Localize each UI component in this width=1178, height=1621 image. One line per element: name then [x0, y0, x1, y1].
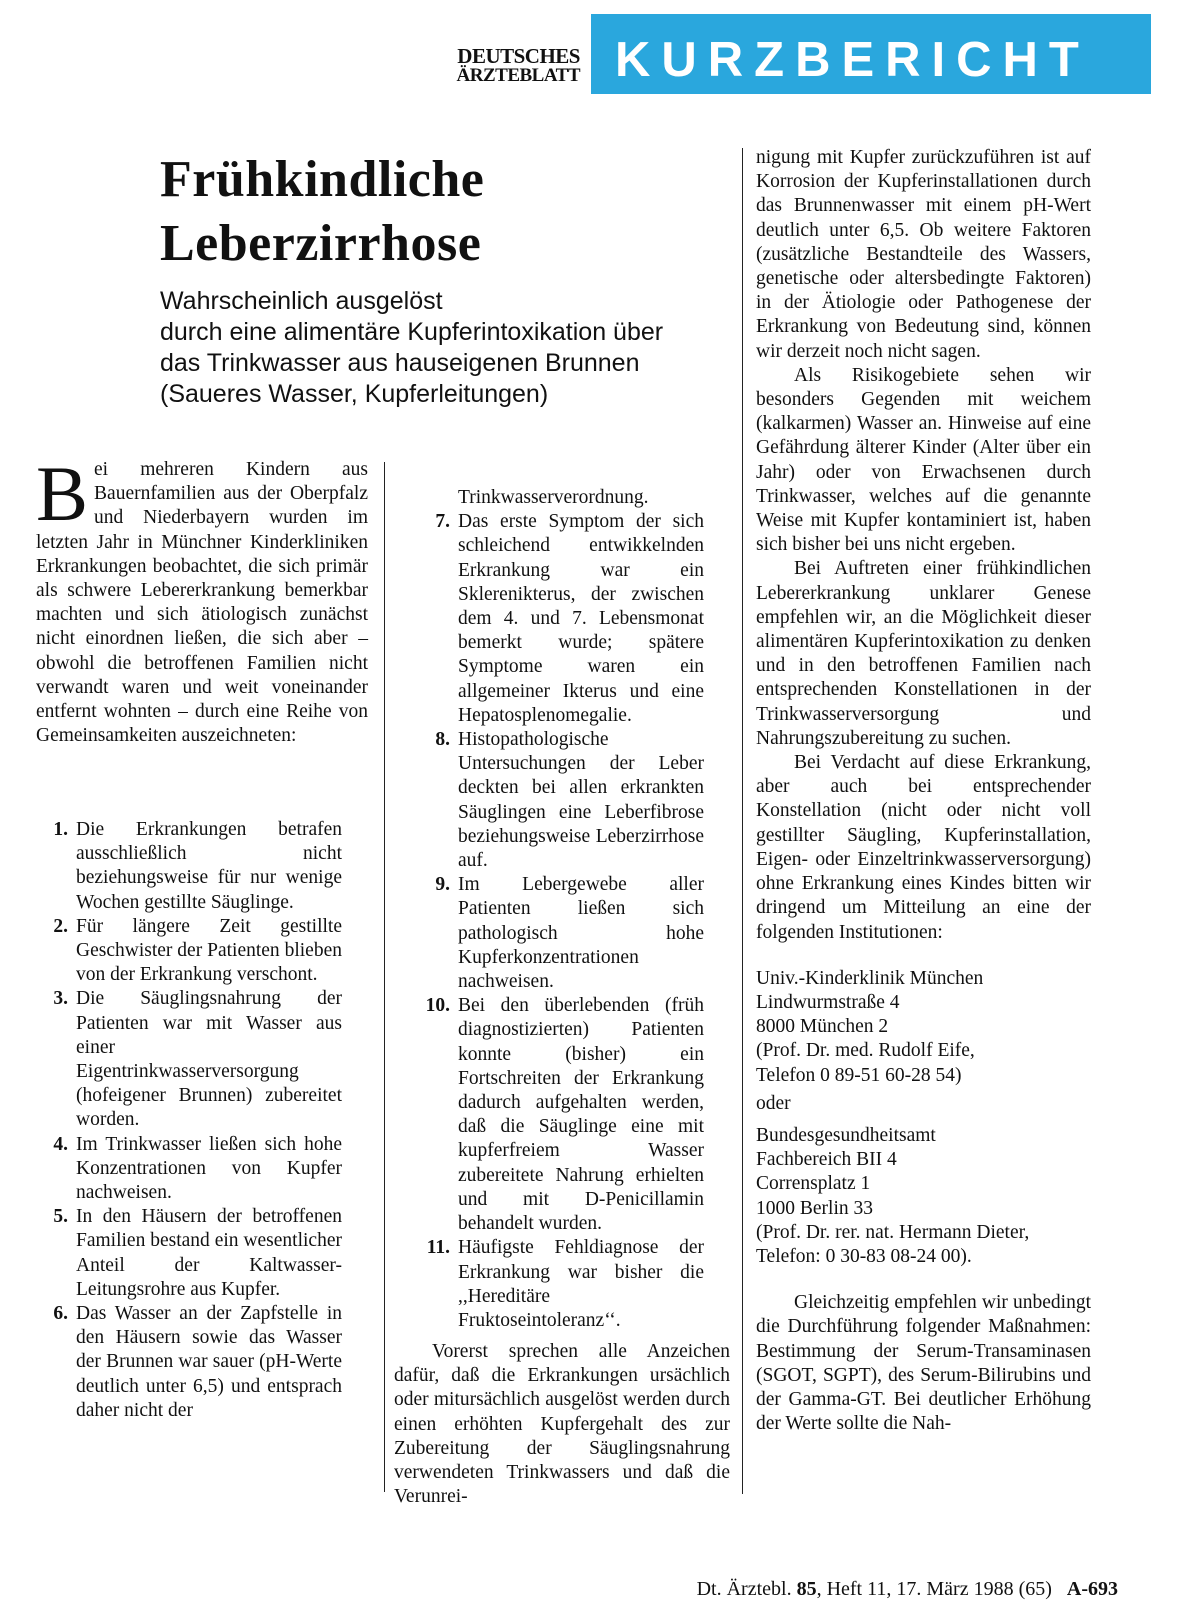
address-line: (Prof. Dr. med. Rudolf Eife,: [756, 1040, 975, 1062]
subtitle-line4: (Saueres Wasser, Kupferleitungen): [160, 380, 549, 408]
article-title: [160, 148, 620, 276]
address-line: Fachbereich BII 4: [756, 1149, 897, 1171]
item-number: 5.: [53, 1206, 68, 1228]
item-number: 4.: [53, 1133, 68, 1155]
address-line: (Prof. Dr. rer. nat. Hermann Dieter,: [756, 1221, 1030, 1243]
points-column-1: [36, 818, 342, 1423]
oder-separator: oder: [756, 1092, 791, 1114]
item-text: Das Wasser an der Zapfstelle in den Häusern sowie das Wasser der Brunnen war sauer (pH-Werte deutlich unter 6,5) und entsprach daher nicht der: [76, 1303, 342, 1421]
item-number: 3.: [53, 988, 68, 1010]
item-text: Im Lebergewebe aller Patienten ließen sich pathologisch hohe Kupferkonzentrationen nachweisen.: [458, 874, 704, 993]
item-text: Die Erkrankungen betrafen ausschließlich nicht beziehungsweise für nur wenige Wochen gestillte Säuglinge.: [76, 819, 342, 913]
column-divider: [384, 462, 385, 1492]
section-banner: KURZBERICHT: [591, 14, 1151, 94]
address-block-2: [756, 1124, 1091, 1269]
paragraph: Bei Verdacht auf diese Erkrankung, aber auch bei entsprechender Konstellation (nicht oder nicht voll gestillter Säugling, Kupferinstallation, Eigen- oder Einzeltrinkwasserversorgung) ohne Erkrankung eines Kindes bitten wir dringend um Mitteilung an eine der folgenden Institutionen:: [756, 752, 1091, 943]
column-divider: [742, 148, 743, 1494]
list-item: [36, 1133, 342, 1206]
address-line: Univ.-Kinderklinik München: [756, 967, 984, 989]
list-item: [36, 1205, 342, 1302]
drop-cap: B: [36, 450, 89, 537]
item-text: Histopathologische Untersuchungen der Leber deckten bei allen erkrankten Säuglingen eine Leberfibrose beziehungsweise Leberzirrhose auf.: [458, 729, 704, 872]
item-text: Die Säuglingsnahrung der Patienten war mit Wasser aus einer Eigentrinkwasserversorgung (hofeigener Brunnen) zubereitet worden.: [76, 988, 342, 1131]
points-column-2: [418, 486, 704, 1333]
list-item: [36, 818, 342, 915]
item-text: In den Häusern der betroffenen Familien bestand ein wesentlicher Anteil der Kaltwasser-Leitungsrohre aus Kupfer.: [76, 1206, 342, 1300]
paragraph: nigung mit Kupfer zurückzuführen ist auf Korrosion der Kupferinstallationen durch das Brunnenwasser mit einem pH-Wert deutlich unter 6,5. Ob weitere Faktoren (zusätzliche Bestandteile des Wassers, genetische oder altersbedingte Faktoren) in der Ätiologie oder Pathogenese der Erkrankung von Bedeutung sind, können wir derzeit noch nicht sagen.: [756, 147, 1091, 362]
paragraph: Gleichzeitig empfehlen wir unbedingt die Durchführung folgender Maßnahmen: Bestimmung der Serum-Transaminasen (SGOT, SGPT), des Serum-Bilirubins und der Gamma-GT. Bei deutlicher Erhöhung der Werte sollte die Nah-: [756, 1292, 1091, 1435]
list-item: [418, 510, 704, 728]
item-number: 11.: [426, 1237, 450, 1259]
subtitle-line2: durch eine alimentäre Kupferintoxikation über: [160, 318, 664, 346]
list-continuation: Trinkwasserverordnung.: [458, 487, 649, 508]
item-number: 8.: [435, 729, 450, 751]
title-line1: Frühkindliche: [160, 151, 485, 208]
address-line: Lindwurmstraße 4: [756, 991, 900, 1013]
intro-text: ei mehreren Kindern aus Bauernfamilien aus der Oberpfalz und Niederbayern wurden im letzten Jahr in Münchner Kinderkliniken Erkrankungen beobachtet, die sich primär als schwere Lebererkrankung bemerkbar machten und sich ätiologisch zunächst nicht einordnen ließen, die sich aber – obwohl die betroffenen Familien nicht verwandt waren und weit voneinander entfernt wohnten – durch eine Reihe von Gemeinsamkeiten auszeichneten:: [36, 459, 368, 747]
intro-column: [36, 450, 368, 748]
list-item: [36, 1302, 342, 1423]
list-item: [418, 873, 704, 994]
item-text: Im Trinkwasser ließen sich hohe Konzentrationen von Kupfer nachweisen.: [76, 1133, 342, 1204]
address-block-1: [756, 967, 1091, 1088]
title-line2: Leberzirrhose: [160, 215, 482, 272]
item-text: Bei den überlebenden (früh diagnostizierten) Patienten konnte (bisher) ein Fortschreiten der Erkrankung dadurch aufgehalten werden, daß die Säuglinge eine mit kupferfreiem Wasser zubereitete Nahrung erhielten und mit D-Penicillamin behandelt wurden.: [458, 995, 704, 1235]
address-line: 8000 München 2: [756, 1016, 889, 1038]
journal-masthead: [410, 46, 580, 86]
paragraph: Bei Auftreten einer frühkindlichen Lebererkrankung unklarer Genese empfehlen wir, an die Möglichkeit dieser alimentären Kupferintoxikation zu denken und in den betroffenen Familien nach entsprechenden Konstellationen in der Trinkwasserversorgung und Nahrungszubereitung zu suchen.: [756, 558, 1091, 749]
masthead-line1: DEUTSCHES: [457, 44, 580, 68]
volume-number: 85: [796, 1578, 817, 1600]
right-column: [756, 146, 1091, 1436]
paragraph: Als Risikogebiete sehen wir besonders Gegenden mit weichem (kalkarmen) Wasser an. Hinweise auf eine Gefährdung älterer Kinder (Alter über ein Jahr) oder von Erwachsenen durch Trinkwasser, welches auf die genannte Weise mit Kupfer kontaminiert ist, haben sich bisher bei uns nicht ergeben.: [756, 364, 1091, 556]
journal-abbrev: Dt. Ärztebl.: [696, 1578, 792, 1600]
list-item: [36, 915, 342, 988]
address-line: 1000 Berlin 33: [756, 1197, 873, 1219]
conclusion-column: [394, 1340, 730, 1509]
page-number: A-693: [1066, 1578, 1118, 1600]
subtitle-line3: das Trinkwasser aus hauseigenen Brunnen: [160, 349, 640, 377]
page-footer: [0, 1578, 1118, 1601]
address-line: Telefon 0 89-51 60-28 54): [756, 1064, 962, 1086]
list-item: [36, 987, 342, 1132]
item-text: Für längere Zeit gestillte Geschwister der Patienten blieben von der Erkrankung verschont.: [76, 915, 342, 986]
item-number: 6.: [53, 1303, 68, 1325]
conclusion-paragraph: Vorerst sprechen alle Anzeichen dafür, daß die Erkrankungen ursächlich oder mitursächlich ausgelöst werden durch einen erhöhten Kupfergehalt des zur Zubereitung der Säuglingsnahrung verwendeten Trinkwassers und daß die Verunrei-: [394, 1341, 730, 1508]
intro-paragraph: [36, 450, 368, 748]
address-line: Corrensplatz 1: [756, 1173, 871, 1195]
masthead-line2: ÄRZTEBLATT: [456, 65, 580, 86]
list-item: [418, 1236, 704, 1333]
findings-list-1: [36, 818, 342, 1423]
address-line: Bundesgesundheitsamt: [756, 1124, 936, 1146]
item-number: 7.: [435, 511, 450, 533]
issue-info: , Heft 11, 17. März 1988 (65): [816, 1578, 1052, 1600]
item-number: 1.: [53, 819, 68, 840]
article-subtitle: [160, 286, 780, 410]
item-text: Häufigste Fehldiagnose der Erkrankung war bisher die ,,Hereditäre Fruktoseintoleranz‘‘.: [458, 1237, 704, 1331]
list-item: [418, 994, 704, 1236]
item-number: 2.: [53, 915, 68, 937]
item-number: 10.: [425, 995, 450, 1017]
findings-list-2: [418, 510, 704, 1333]
item-number: 9.: [435, 874, 450, 896]
subtitle-line1: Wahrscheinlich ausgelöst: [160, 287, 443, 315]
list-item: [418, 728, 704, 873]
address-line: Telefon: 0 30-83 08-24 00).: [756, 1245, 972, 1267]
item-text: Das erste Symptom der sich schleichend entwikkelnden Erkrankung war ein Sklerenikterus, der zwischen dem 4. und 7. Lebensmonat bemerkt wurde; spätere Symptome waren ein allgemeiner Ikterus und eine Hepatosplenomegalie.: [458, 511, 704, 726]
